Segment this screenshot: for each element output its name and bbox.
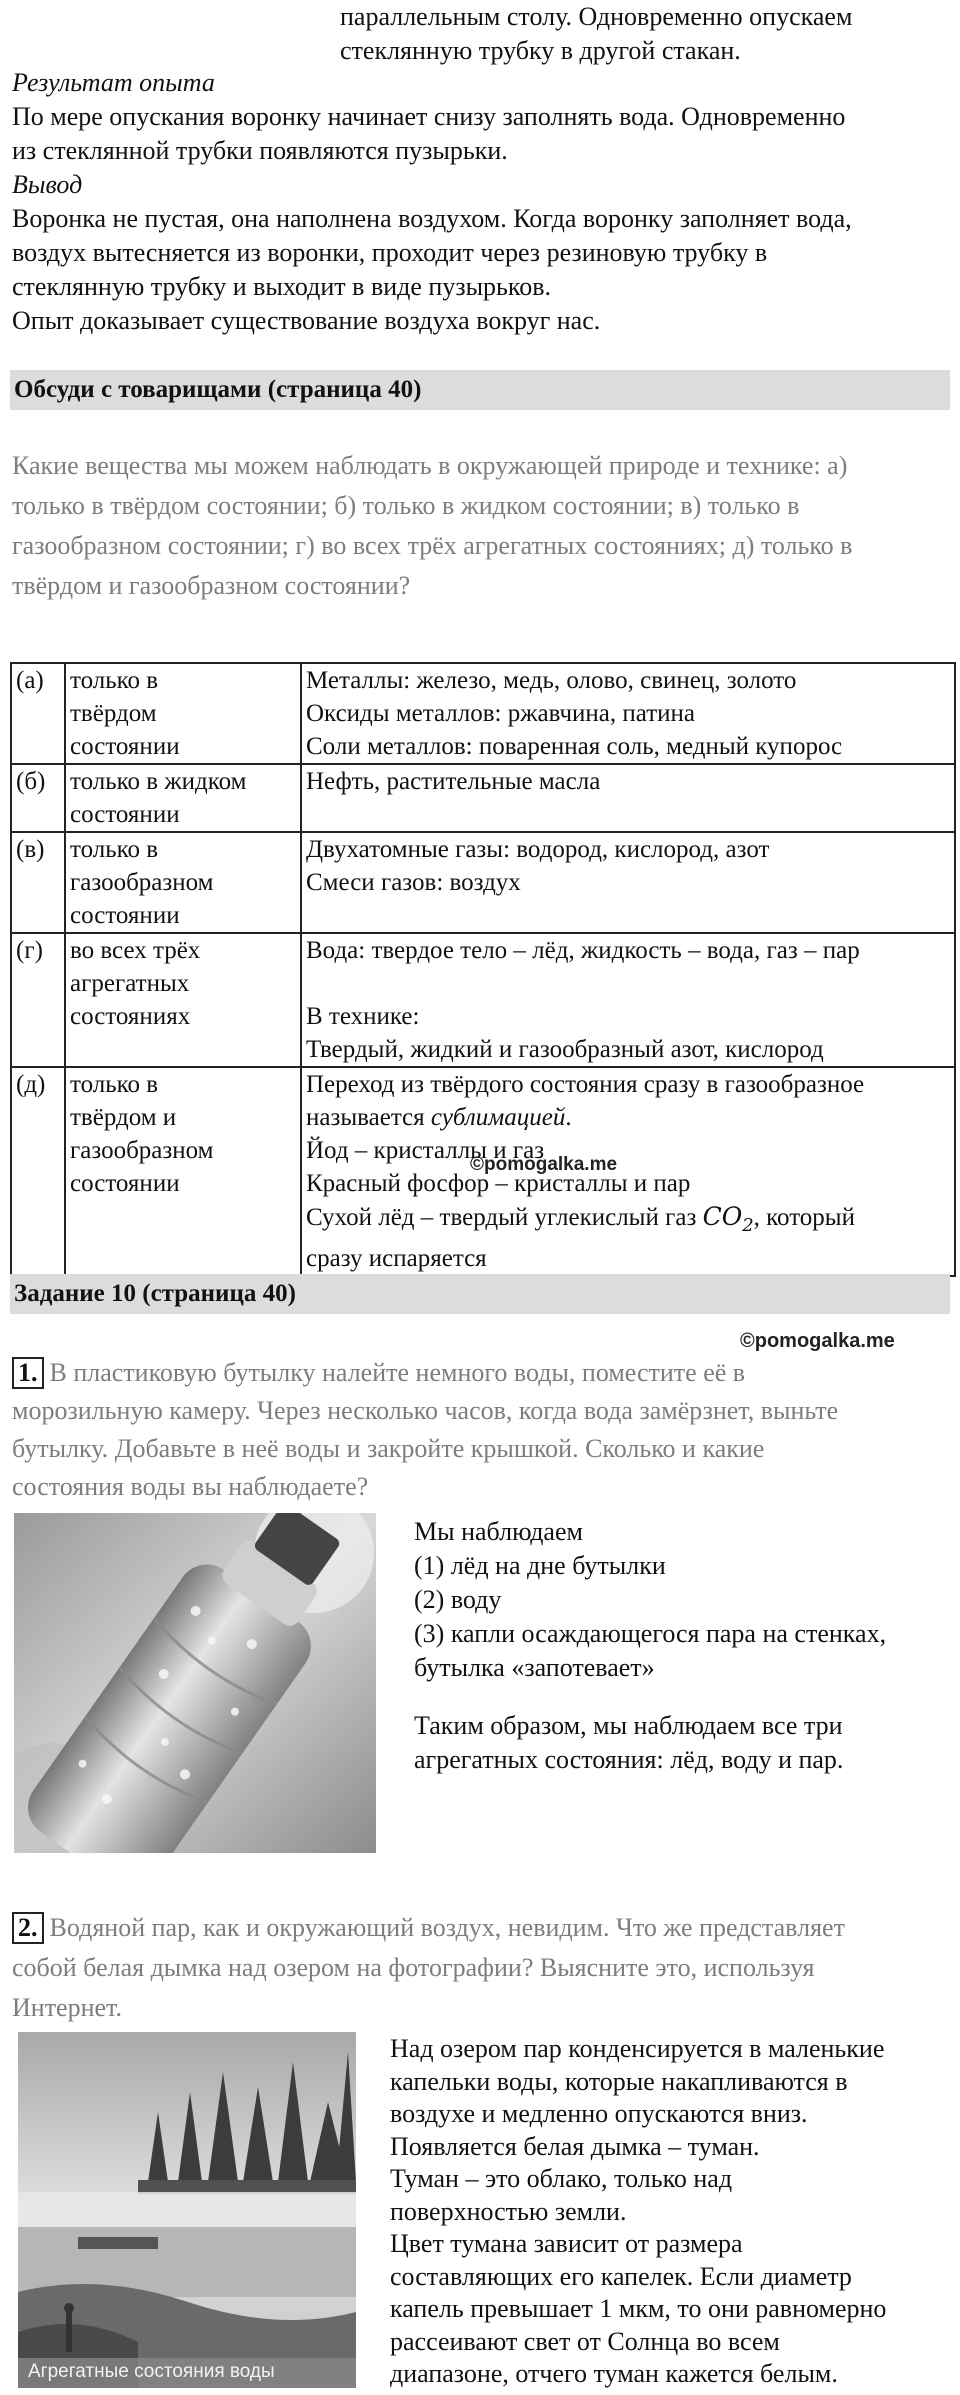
row-state: только в твёрдом состоянии bbox=[65, 663, 301, 764]
row-letter: (д) bbox=[11, 1067, 65, 1276]
task1-question: 1. В пластиковую бутылку налейте немного воды, поместите её в морозильную камеру. Через несколько часов, когда вода замёрзнет, выньте бутылку. Добавьте в неё воды и закройте крышкой. Сколько и какие состояния воды вы наблюдаете? bbox=[12, 1358, 839, 1501]
intro-text bbox=[340, 0, 852, 68]
intro-line: стеклянную трубку в другой стакан. bbox=[340, 36, 741, 65]
bottle-photo bbox=[14, 1513, 376, 1853]
task2-answer: Над озером пар конденсируется в маленькие капельки воды, которые накапливаются в воздухе и медленно опускаются вниз. Появляется белая дымка – туман. Туман – это облако, только над поверхностью земли. Цвет тумана зависит от размера составляющих его капелек. Если диаметр капель превышает 1 мкм, то они равномерно рассеивают свет от Солнца во всем диапазоне, отчего туман кажется белым. bbox=[390, 2034, 887, 2388]
result-line: По мере опускания воронку начинает снизу заполнять вода. Одновременно bbox=[12, 102, 846, 131]
task2-question: 2. Водяной пар, как и окружающий воздух, невидим. Что же представляет собой белая дымка над озером на фотографии? Выясните это, используя Интернет. bbox=[12, 1913, 845, 2022]
table-row bbox=[11, 933, 955, 1067]
row-examples: Двухатомные газы: водород, кислород, азот Смеси газов: воздух bbox=[301, 832, 955, 933]
table-row bbox=[11, 764, 955, 832]
row-letter: (а) bbox=[11, 663, 65, 764]
task-number: 1. bbox=[12, 1357, 44, 1389]
row-state: только в твёрдом и газообразном состоянии bbox=[65, 1067, 301, 1276]
row-letter: (б) bbox=[11, 764, 65, 832]
row-state: только в газообразном состоянии bbox=[65, 832, 301, 933]
photo-caption: Агрегатные состояния воды bbox=[28, 2361, 275, 2382]
watermark: ©pomogalka.me bbox=[470, 1154, 618, 1175]
table-row bbox=[11, 1067, 955, 1276]
question-line: только в твёрдом состоянии; б) только в жидком состоянии; в) только в bbox=[12, 491, 800, 520]
row-state: только в жидком состоянии bbox=[65, 764, 301, 832]
row-examples: Нефть, растительные масла bbox=[301, 764, 955, 832]
task10-title: Задание 10 (страница 40) bbox=[10, 1274, 950, 1314]
watermark: ©pomogalka.me bbox=[740, 1330, 895, 1352]
intro-line: параллельным столу. Одновременно опускаем bbox=[340, 2, 853, 31]
conclusion-line: Опыт доказывает существование воздуха вокруг нас. bbox=[12, 306, 601, 335]
row-examples: Переход из твёрдого состояния сразу в газообразное называется сублимацией. Йод – кристаллы и газ Красный фосфор – кристаллы и пар Сухой лёд – твердый углекислый газ $CO_2$, который сразу испаряется ©pomogalka.me bbox=[301, 1067, 955, 1276]
discuss-title: Обсуди с товарищами (страница 40) bbox=[10, 370, 950, 410]
lake-photo bbox=[18, 2032, 356, 2388]
states-table bbox=[10, 662, 956, 1277]
result-block bbox=[12, 66, 952, 338]
row-state: во всех трёх агрегатных состояниях bbox=[65, 933, 301, 1067]
row-examples: Вода: твердое тело – лёд, жидкость – вода, газ – пар В технике: Твердый, жидкий и газообразный азот, кислород bbox=[301, 933, 955, 1067]
conclusion-line: Воронка не пустая, она наполнена воздухом. Когда воронку заполняет вода, bbox=[12, 204, 852, 233]
row-letter: (г) bbox=[11, 933, 65, 1067]
question-line: твёрдом и газообразном состоянии? bbox=[12, 571, 411, 600]
task1-answer: Мы наблюдаем (1) лёд на дне бутылки (2) воду (3) капли осаждающегося пара на стенках, бутылка «запотевает» Таким образом, мы наблюдаем все три агрегатных состояния: лёд, воду и пар. bbox=[414, 1517, 887, 1774]
table-row bbox=[11, 832, 955, 933]
conclusion-heading: Вывод bbox=[12, 170, 83, 199]
task-number: 2. bbox=[12, 1912, 44, 1944]
table-row bbox=[11, 663, 955, 764]
conclusion-line: воздух вытесняется из воронки, проходит через резиновую трубку в bbox=[12, 238, 768, 267]
formula: $CO_2$ bbox=[702, 1202, 754, 1236]
result-line: из стеклянной трубки появляются пузырьки. bbox=[12, 136, 508, 165]
question-line: газообразном состоянии; г) во всех трёх агрегатных состояниях; д) только в bbox=[12, 531, 853, 560]
row-letter: (в) bbox=[11, 832, 65, 933]
question-line: Какие вещества мы можем наблюдать в окружающей природе и технике: а) bbox=[12, 451, 848, 480]
result-heading: Результат опыта bbox=[12, 68, 215, 97]
row-examples: Металлы: железо, медь, олово, свинец, золото Оксиды металлов: ржавчина, патина Соли металлов: поваренная соль, медный купорос bbox=[301, 663, 955, 764]
discuss-question bbox=[12, 446, 952, 606]
conclusion-line: стеклянную трубку и выходит в виде пузырьков. bbox=[12, 272, 552, 301]
